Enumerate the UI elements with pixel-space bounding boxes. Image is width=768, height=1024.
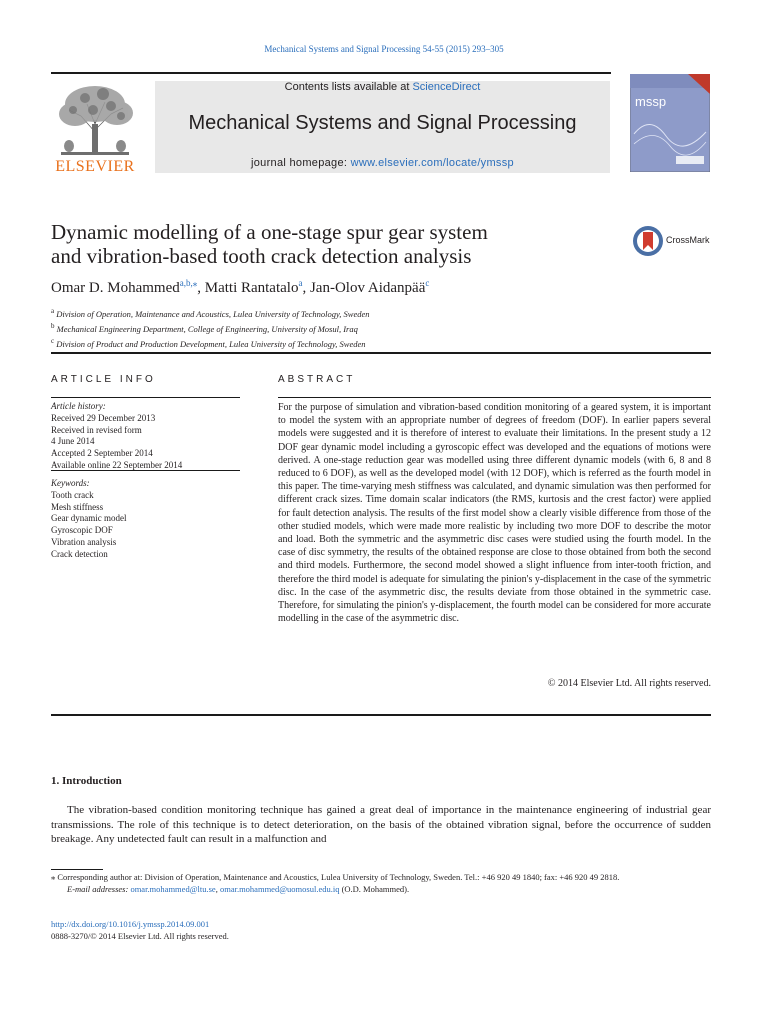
introduction-heading: 1. Introduction xyxy=(51,775,122,787)
doi-link[interactable]: http://dx.doi.org/10.1016/j.ymssp.2014.09.001 xyxy=(51,919,210,929)
journal-homepage-line xyxy=(155,157,610,169)
corresponding-author-note: ⁎ Corresponding author at: Division of Operation, Maintenance and Acoustics, Lulea University of Technology, Sweden. Tel.: +46 920 49 1840; fax: +46 920 49 2818. xyxy=(51,872,620,882)
keyword-item: Tooth crack xyxy=(51,489,94,500)
email-addresses-note xyxy=(51,884,711,896)
footnotes xyxy=(51,872,711,895)
affiliation-item xyxy=(51,335,651,350)
history-item: Received 29 December 2013 xyxy=(51,412,156,423)
header-top-rule xyxy=(51,72,611,74)
article-history xyxy=(51,401,240,472)
affiliation-item xyxy=(51,305,651,320)
author-affiliation-marker[interactable]: a xyxy=(298,278,303,288)
contents-prefix: Contents lists available at xyxy=(284,81,413,93)
keywords-list xyxy=(51,478,240,561)
crossmark-label: CrossMark xyxy=(666,235,710,245)
issn-copyright-line: 0888-3270/© 2014 Elsevier Ltd. All rights reserved. xyxy=(51,931,229,941)
contents-available-line xyxy=(155,81,610,93)
abstract-body: For the purpose of simulation and vibration-based condition monitoring of a geared system, it is important to model the system with an appropriate number of degrees of freedom (DOF). In earlier papers several models were suggested and it is therefore of interest to evaluate their limitations. In the present study a 12 DOF gear dynamic model including a gyroscopic effect was developed and the equations of motions were derived. A one-stage reduction gear was modelled using three different dynamic models (with 6, 8 and 8 reduced to 6 DOF), as well as the developed model (with 12 DOF), which is referred as the fourth model in this paper. The time-varying mesh stiffness was calculated, and dynamic simulation was then performed for different crack sizes. Time domain scalar indicators (the RMS, kurtosis and the crest factor) were applied for fault detection analysis. The results of the first model show a clearly visible difference from those of the other studied models, which were made more realistic by including two more DOF to describe the motor and load. Both the symmetric and the asymmetric disc cases were studied using the fourth model. In the case of disc symmetry, the results of the obtained response are close to those obtained from both the second and third models. Furthermore, the second model showed a slight influence from inter-tooth friction, and therefore the third model is adequate for simulating the pinion's y-displacement in the case of the symmetric disc. In the case of the asymmetric disc, the results deviate from those obtained in the symmetric case. Therefore, for simulating the pinion's y-displacement, the fourth model can be considered for more accurate modelling in the case of the asymmetric disc. xyxy=(278,402,711,625)
affiliation-list xyxy=(51,305,651,349)
introduction-paragraph: The vibration-based condition monitoring technique has gained a great deal of importance in the maintenance engineering of industrial gear transmissions. The role of this technique is to detect deterioration, on the basis of the obtained vibration signal, before the occurrence of sudden breakage. Any undetected fault can result in a malfunction and xyxy=(51,804,711,846)
keyword-item: Mesh stiffness xyxy=(51,501,104,512)
affiliation-item xyxy=(51,320,651,335)
article-history-label: Article history: xyxy=(51,401,106,411)
cover-title: mssp xyxy=(635,94,667,109)
email-owner: (O.D. Mohammed). xyxy=(339,883,410,894)
homepage-prefix: journal homepage: xyxy=(251,157,351,169)
article-info-divider xyxy=(51,397,240,398)
sciencedirect-link[interactable]: ScienceDirect xyxy=(412,81,481,93)
author-affiliation-marker[interactable]: a,b,⁎ xyxy=(179,278,198,288)
email-separator: , xyxy=(215,883,220,894)
affiliation-text: Division of Operation, Maintenance and Acoustics, Lulea University of Technology, Sweden xyxy=(56,308,370,319)
elsevier-wordmark: ELSEVIER xyxy=(55,158,135,175)
keyword-item: Vibration analysis xyxy=(51,536,117,547)
keyword-item: Gyroscopic DOF xyxy=(51,525,113,536)
author-separator: , xyxy=(197,280,205,296)
history-item: Available online 22 September 2014 xyxy=(51,459,183,470)
keyword-item: Crack detection xyxy=(51,548,108,559)
keyword-item: Gear dynamic model xyxy=(51,513,127,524)
journal-reference-link[interactable]: Mechanical Systems and Signal Processing 54-55 (2015) 293–305 xyxy=(264,44,504,54)
article-info-heading: ARTICLE INFO xyxy=(51,374,156,385)
abstract-copyright: © 2014 Elsevier Ltd. All rights reserved. xyxy=(547,678,711,689)
section-divider xyxy=(51,352,711,354)
crossmark-badge[interactable] xyxy=(632,225,712,255)
paper-title xyxy=(51,220,611,268)
crossmark-icon xyxy=(632,225,664,257)
journal-cover-image[interactable] xyxy=(630,74,710,172)
abstract-divider xyxy=(278,397,711,398)
affiliation-mark: a xyxy=(51,307,55,315)
author-name: Jan-Olov Aidanpää xyxy=(309,280,426,296)
journal-title: Mechanical Systems and Signal Processing xyxy=(188,112,577,134)
paper-title-line-1: Dynamic modelling of a one-stage spur gear system xyxy=(51,220,488,244)
author-separator: , xyxy=(302,280,310,296)
author-list xyxy=(51,278,691,297)
email-link-1[interactable]: omar.mohammed@ltu.se xyxy=(130,883,216,894)
history-item: Received in revised form xyxy=(51,424,142,435)
email-label: E-mail addresses: xyxy=(67,883,129,894)
author-name: Matti Rantatalo xyxy=(204,280,299,296)
email-link-2[interactable]: omar.mohammed@uomosul.edu.iq xyxy=(219,883,340,894)
footnote-divider xyxy=(51,869,103,870)
history-item: 4 June 2014 xyxy=(51,436,95,447)
abstract-heading: ABSTRACT xyxy=(278,374,356,385)
article-info-divider xyxy=(51,470,240,471)
history-item: Accepted 2 September 2014 xyxy=(51,448,153,459)
journal-homepage-link[interactable]: www.elsevier.com/locate/ymssp xyxy=(350,157,514,169)
affiliation-text: Division of Product and Production Development, Lulea University of Technology, Sweden xyxy=(56,338,366,349)
front-matter-divider xyxy=(51,714,711,716)
affiliation-mark: b xyxy=(51,321,55,330)
paper-title-line-2: and vibration-based tooth crack detection analysis xyxy=(51,244,472,268)
author-affiliation-marker[interactable]: c xyxy=(425,278,430,288)
affiliation-mark: c xyxy=(51,336,55,345)
affiliation-text: Mechanical Engineering Department, College of Engineering, University of Mosul, Iraq xyxy=(56,323,358,334)
keywords-label: Keywords: xyxy=(51,478,90,488)
author-name: Omar D. Mohammed xyxy=(51,280,180,296)
